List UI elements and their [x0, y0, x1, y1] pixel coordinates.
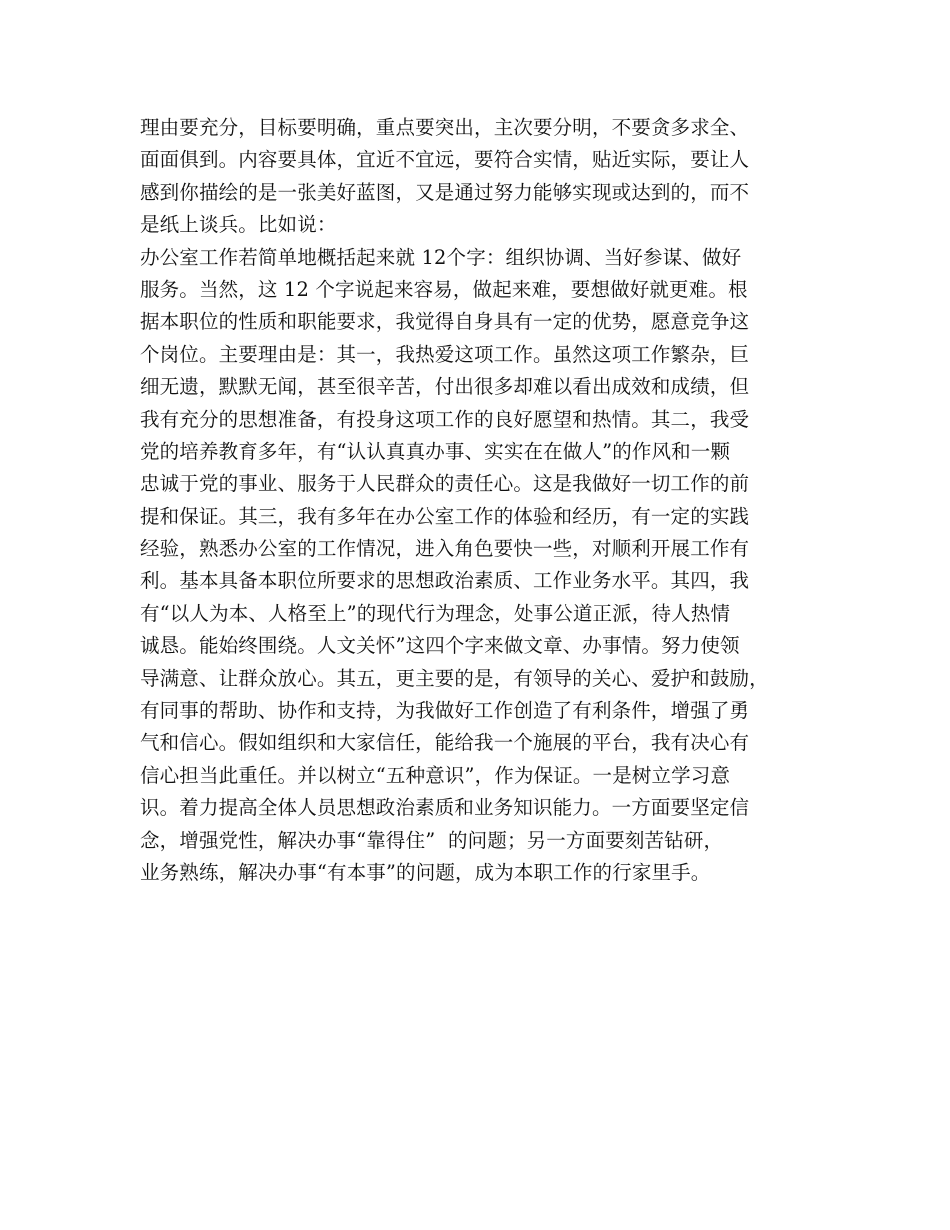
- text-line: 感到你描绘的是一张美好蓝图，又是通过努力能够实现或达到的，而不: [140, 180, 750, 204]
- text-line: 导满意、让群众放心。其五，更主要的是，有领导的关心、爱护和鼓励，: [140, 666, 769, 690]
- text-line: 个岗位。主要理由是：其一，我热爱这项工作。虽然这项工作繁杂，巨: [140, 342, 750, 366]
- body-text: [140, 112, 830, 889]
- text-line: 据本职位的性质和职能要求，我觉得自身具有一定的优势，愿意竞争这: [140, 310, 750, 334]
- text-line: 我有充分的思想准备，有投身这项工作的良好愿望和热情。其二，我受: [140, 407, 750, 431]
- text-line: 诚恳。能始终围绕。人文关怀”这四个字来做文章、办事情。努力使领: [140, 634, 740, 658]
- text-line: 有同事的帮助、协作和支持，为我做好工作创造了有利条件，增强了勇: [140, 699, 750, 723]
- text-line: 面面俱到。内容要具体，宜近不宜远，要符合实情，贴近实际，要让人: [140, 148, 750, 172]
- text-line: 服务。当然，这 12 个字说起来容易，做起来难，要想做好就更难。根: [140, 277, 748, 301]
- text-line: 气和信心。假如组织和大家信任，能给我一个施展的平台，我有决心有: [140, 731, 750, 755]
- text-line: 识。着力提高全体人员思想政治素质和业务知识能力。一方面要坚定信: [140, 796, 750, 820]
- text-line: 念，增强党性，解决办事“靠得住” 的问题；另一方面要刻苦钻研，: [140, 828, 724, 852]
- text-line: 忠诚于党的事业、服务于人民群众的责任心。这是我做好一切工作的前: [140, 472, 750, 496]
- text-line: 办公室工作若简单地概括起来就 12个字：组织协调、当好参谋、做好: [140, 245, 742, 269]
- text-line: 党的培养教育多年，有“认认真真办事、实实在在做人”的作风和一颗: [140, 439, 731, 463]
- text-line: 信心担当此重任。并以树立“五种意识”，作为保证。一是树立学习意: [140, 763, 731, 787]
- text-line: 提和保证。其三，我有多年在办公室工作的体验和经历，有一定的实践: [140, 504, 750, 528]
- text-line: 细无遗，默默无闻，甚至很辛苦，付出很多却难以看出成效和成绩，但: [140, 375, 750, 399]
- text-line: 利。基本具备本职位所要求的思想政治素质、工作业务水平。其四，我: [140, 569, 750, 593]
- text-line: 业务熟练，解决办事“有本事”的问题，成为本职工作的行家里手。: [140, 860, 711, 884]
- text-line: 理由要充分，目标要明确，重点要突出，主次要分明，不要贪多求全、: [140, 116, 750, 139]
- text-line: 经验，熟悉办公室的工作情况，进入角色要快一些，对顺利开展工作有: [140, 537, 750, 561]
- text-line: 有“以人为本、人格至上”的现代行为理念，处事公道正派，待人热情: [140, 601, 731, 625]
- text-line: 是纸上谈兵。比如说：: [140, 213, 337, 237]
